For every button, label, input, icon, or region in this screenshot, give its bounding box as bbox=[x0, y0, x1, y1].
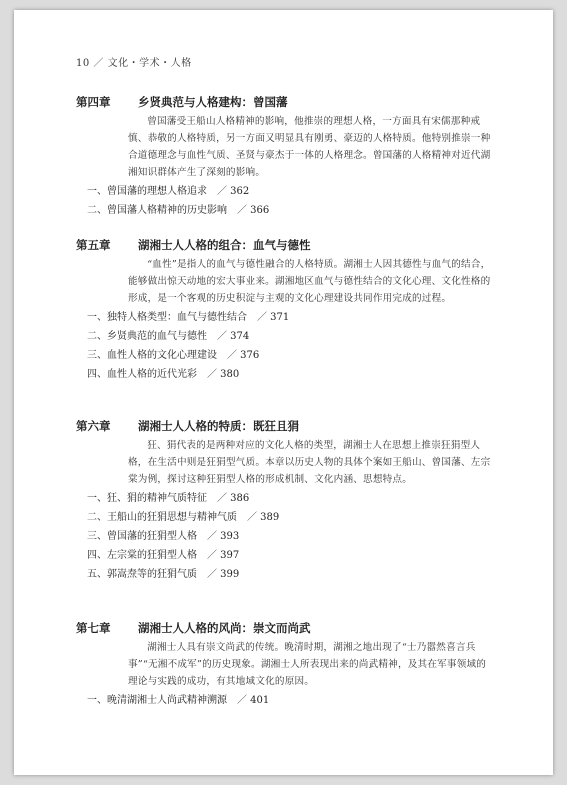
page-number: ／ 371 bbox=[257, 312, 290, 323]
section-title: 五、郭嵩焘等的狂狷气质 bbox=[87, 569, 197, 580]
chapter-6 bbox=[76, 418, 491, 584]
section-list bbox=[76, 182, 491, 220]
chapter-title: 湖湘士人人格的组合：血气与德性 bbox=[138, 238, 311, 252]
section-title: 二、乡贤典范的血气与德性 bbox=[87, 331, 207, 342]
section-entry[interactable] bbox=[87, 527, 491, 546]
section-entry[interactable] bbox=[87, 365, 491, 384]
section-entry[interactable] bbox=[87, 346, 491, 365]
section-entry[interactable] bbox=[87, 201, 491, 220]
page-number: ／ 374 bbox=[217, 331, 250, 342]
page-number: ／ 399 bbox=[207, 569, 240, 580]
chapter-heading bbox=[76, 94, 491, 111]
chapter-summary: “血性”是指人的血气与德性融合的人格特质。湖湘士人因其德性与血气的结合，能够做出惊天动地的宏大事业来。湖湘地区血气与德性结合的文化心理、文化性格的形成，是一个客观的历史积淀与主观的文化心理建设共同作用完成的过程。 bbox=[128, 259, 491, 304]
chapter-title: 乡贤典范与人格建构：曾国藩 bbox=[138, 95, 288, 109]
section-title: 四、血性人格的近代光彩 bbox=[87, 369, 197, 380]
chapter-summary: 湖湘士人具有崇文尚武的传统。晚清时期，湖湘之地出现了“士乃嚣然喜言兵事”“无湘不成军”的历史现象。湖湘士人所表现出来的尚武精神，及其在军事领域的理论与实践的成功，有其地域文化的原因。 bbox=[128, 642, 487, 687]
chapter-heading bbox=[76, 418, 491, 435]
section-title: 一、独特人格类型：血气与德性结合 bbox=[87, 312, 247, 323]
chapter-4 bbox=[76, 94, 491, 220]
chapter-number: 第四章 bbox=[76, 95, 111, 109]
running-header: 10 ／ 文化・学术・人格 bbox=[76, 58, 192, 69]
section-title: 一、狂、狷的精神气质特征 bbox=[87, 493, 207, 504]
page-number: ／ 376 bbox=[227, 350, 260, 361]
section-list bbox=[76, 489, 491, 584]
page-number: ／ 380 bbox=[207, 369, 240, 380]
chapter-title: 湖湘士人人格的特质：既狂且狷 bbox=[138, 419, 299, 433]
chapter-number: 第五章 bbox=[76, 238, 111, 252]
section-entry[interactable] bbox=[87, 691, 491, 710]
section-entry[interactable] bbox=[87, 565, 491, 584]
page-number: ／ 389 bbox=[247, 512, 280, 523]
page-number: ／ 397 bbox=[207, 550, 240, 561]
section-title: 三、血性人格的文化心理建设 bbox=[87, 350, 217, 361]
section-list bbox=[76, 691, 491, 710]
section-title: 一、曾国藩的理想人格追求 bbox=[87, 186, 207, 197]
page-number: ／ 401 bbox=[237, 695, 270, 706]
section-title: 二、曾国藩人格精神的历史影响 bbox=[87, 205, 227, 216]
chapter-title: 湖湘士人人格的风尚：崇文而尚武 bbox=[138, 621, 311, 635]
page-number: ／ 393 bbox=[207, 531, 240, 542]
chapter-summary: 狂、狷代表的是两种对应的文化人格的类型，湖湘士人在思想上推崇狂狷型人格，在生活中则是狂狷型气质。本章以历史人物的具体个案如王船山、曾国藩、左宗棠为例，探讨这种狂狷型人格的形成机制、文化内涵、思想特点。 bbox=[128, 440, 491, 485]
chapter-heading bbox=[76, 620, 491, 637]
chapter-number: 第六章 bbox=[76, 419, 111, 433]
book-page bbox=[14, 10, 553, 775]
page-number: ／ 386 bbox=[217, 493, 250, 504]
section-entry[interactable] bbox=[87, 489, 491, 508]
section-title: 三、曾国藩的狂狷型人格 bbox=[87, 531, 197, 542]
page-number: ／ 366 bbox=[237, 205, 270, 216]
section-entry[interactable] bbox=[87, 508, 491, 527]
section-entry[interactable] bbox=[87, 546, 491, 565]
chapter-summary: 曾国藩受王船山人格精神的影响，他推崇的理想人格，一方面具有宋儒那种戒慎、恭敬的人格特质，另一方面又明显具有刚勇、豪迈的人格特质。他特别推崇一种合道德理念与血性气质、圣贤与豪杰于一体的人格理念。曾国藩的人格精神对近代湖湘知识群体产生了深刻的影响。 bbox=[128, 116, 491, 178]
chapter-heading bbox=[76, 237, 491, 254]
section-title: 一、晚清湖湘士人尚武精神溯源 bbox=[87, 695, 227, 706]
section-title: 四、左宗棠的狂狷型人格 bbox=[87, 550, 197, 561]
section-entry[interactable] bbox=[87, 327, 491, 346]
chapter-5 bbox=[76, 237, 491, 384]
chapter-7 bbox=[76, 620, 491, 710]
section-list bbox=[76, 308, 491, 384]
chapter-number: 第七章 bbox=[76, 621, 111, 635]
section-entry[interactable] bbox=[87, 308, 491, 327]
page-number: ／ 362 bbox=[217, 186, 250, 197]
section-entry[interactable] bbox=[87, 182, 491, 201]
section-title: 二、王船山的狂狷思想与精神气质 bbox=[87, 512, 237, 523]
